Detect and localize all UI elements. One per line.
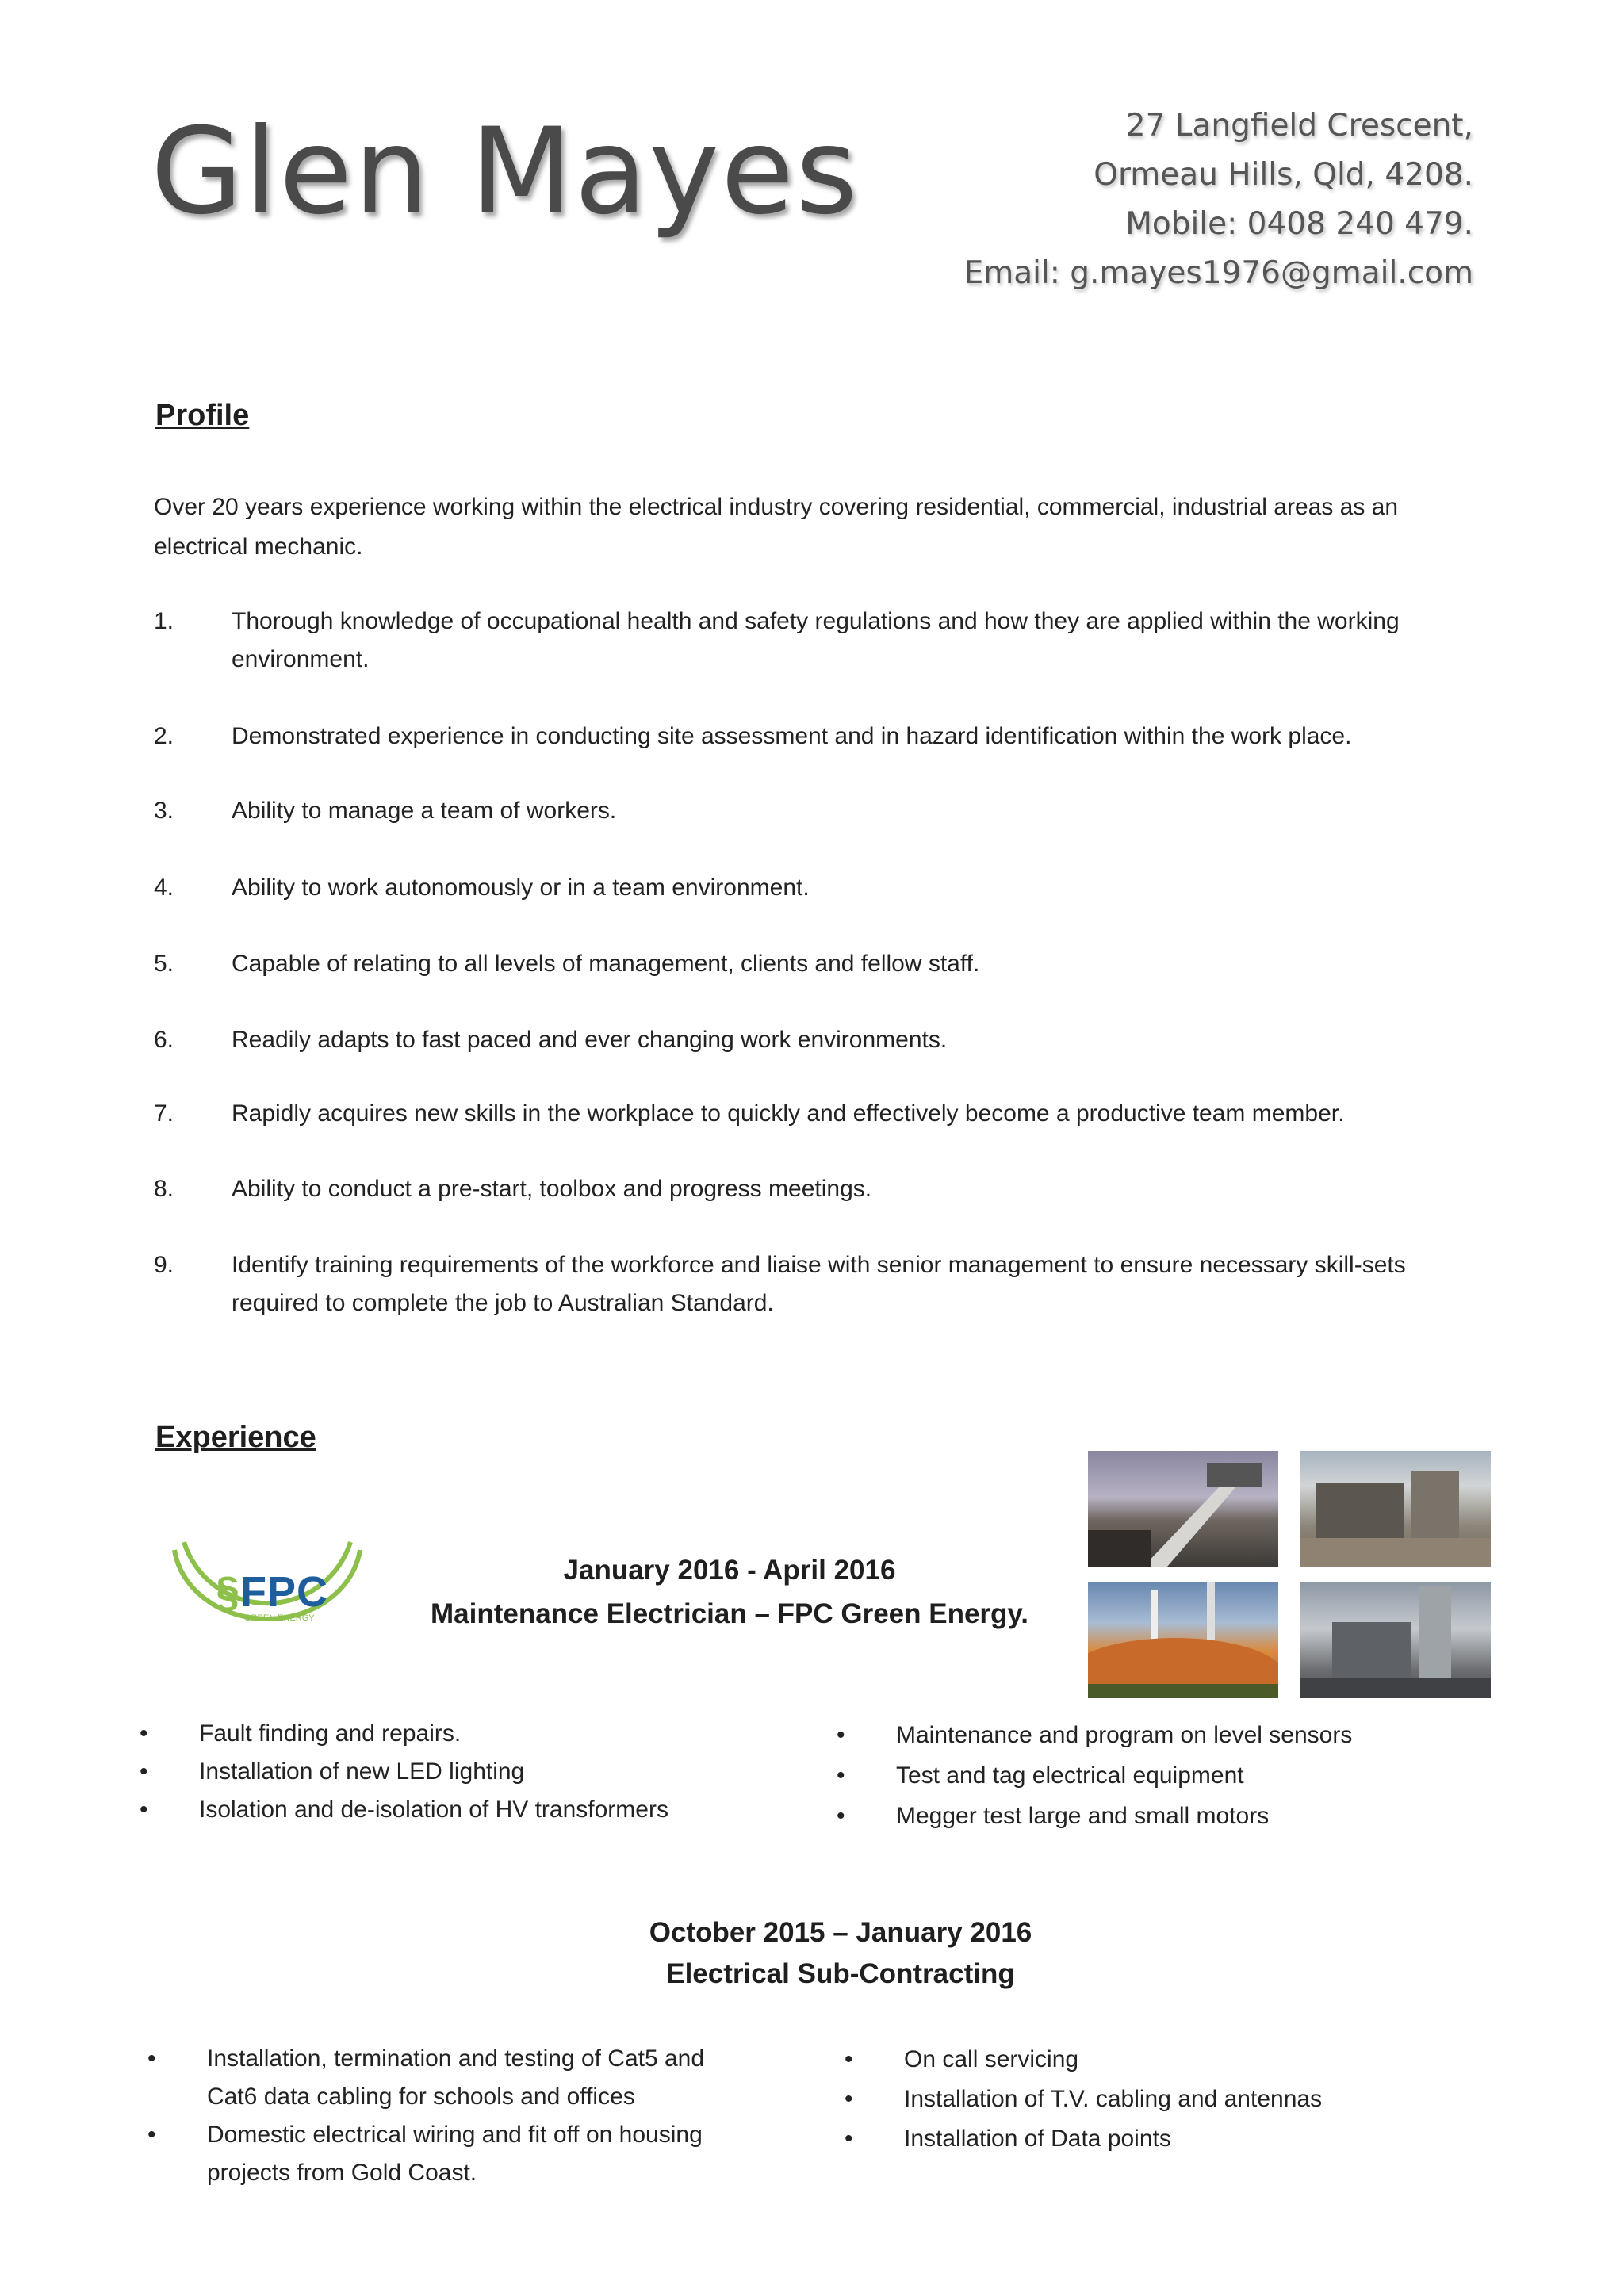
- list-item: • Maintenance and program on level sensors: [837, 1715, 1487, 1755]
- job-1-header: [412, 1548, 1047, 1636]
- job-1-left-duties: [140, 1715, 790, 1829]
- list-item: • Installation, termination and testing of Cat5 and Cat6 data cabling for schools and offices: [147, 2040, 750, 2116]
- industrial-photo-conveyor: [1088, 1451, 1278, 1567]
- contact-block: [964, 101, 1473, 298]
- item-text: Capable of relating to all levels of management, clients and fellow staff.: [232, 951, 980, 977]
- job-2-title: Electrical Sub-Contracting: [666, 1958, 1015, 1989]
- profile-item: [154, 718, 1486, 756]
- industrial-photo-plant: [1300, 1451, 1491, 1567]
- list-item: • Megger test large and small motors: [837, 1796, 1487, 1836]
- item-text: Identify training requirements of the workforce and liaise with senior management to ensure necessary skill-sets required to complete the job to Australian Standard.: [232, 1252, 1406, 1316]
- item-text: Demonstrated experience in conducting site assessment and in hazard identification within the work place.: [232, 723, 1352, 749]
- item-text: Thorough knowledge of occupational health and safety regulations and how they are applied within the working environment.: [232, 608, 1400, 672]
- item-text: Ability to manage a team of workers.: [232, 798, 617, 824]
- address-line-2: Ormeau Hills, Qld, 4208.: [1094, 157, 1473, 193]
- fpc-logo: [168, 1534, 366, 1674]
- profile-summary-line-2: electrical mechanic.: [154, 534, 363, 560]
- profile-heading: Profile: [155, 399, 250, 432]
- profile-item: [154, 1170, 1486, 1208]
- list-item: • Installation of new LED lighting: [140, 1753, 790, 1791]
- job-2-right-duties: [845, 2040, 1495, 2159]
- list-item: • Domestic electrical wiring and fit off on housing projects from Gold Coast.: [147, 2116, 750, 2192]
- item-text: Readily adapts to fast paced and ever changing work environments.: [232, 1027, 948, 1053]
- profile-item: [154, 603, 1486, 679]
- job-1-dates: January 2016 - April 2016: [563, 1555, 896, 1586]
- plant-image: [1300, 1451, 1491, 1567]
- list-item: • Installation of T.V. cabling and antennas: [845, 2080, 1495, 2119]
- list-item: • Test and tag electrical equipment: [837, 1755, 1487, 1796]
- item-number: 1.: [154, 608, 174, 634]
- conveyor-image: [1088, 1451, 1278, 1567]
- item-number: 4.: [154, 874, 174, 901]
- candidate-name: Glen Mayes: [151, 103, 860, 241]
- experience-heading: Experience: [155, 1421, 316, 1454]
- profile-summary-line-1: Over 20 years experience working within the electrical industry covering residential, commercial, industrial areas as an: [154, 494, 1399, 520]
- item-number: 5.: [154, 951, 174, 977]
- address-line-1: 27 Langfield Crescent,: [1125, 108, 1473, 144]
- industrial-photo-bagasse: [1088, 1582, 1278, 1698]
- item-number: 3.: [154, 798, 174, 824]
- boiler-image: [1300, 1582, 1491, 1698]
- email-address[interactable]: Email: g.mayes1976@gmail.com: [963, 255, 1473, 291]
- profile-item: [154, 1095, 1486, 1133]
- list-item: • Isolation and de-isolation of HV transformers: [140, 1791, 790, 1829]
- item-number: 7.: [154, 1100, 174, 1127]
- list-item: • On call servicing: [845, 2040, 1495, 2080]
- profile-item: [154, 869, 1486, 907]
- profile-item: [154, 792, 1486, 830]
- item-number: 6.: [154, 1027, 174, 1053]
- job-1-right-duties: [837, 1715, 1487, 1836]
- item-text: Ability to conduct a pre-start, toolbox and progress meetings.: [232, 1176, 872, 1202]
- profile-item: [154, 1021, 1486, 1059]
- item-text: Ability to work autonomously or in a team environment.: [232, 874, 810, 901]
- job-2-header: [523, 1912, 1158, 1995]
- list-item: • Fault finding and repairs.: [140, 1715, 790, 1753]
- item-number: 9.: [154, 1252, 174, 1278]
- job-2-dates: October 2015 – January 2016: [649, 1917, 1032, 1948]
- item-number: 8.: [154, 1176, 174, 1202]
- job-2-left-duties: [147, 2040, 750, 2192]
- item-number: 2.: [154, 723, 174, 749]
- profile-summary: [154, 488, 1502, 567]
- bagasse-image: [1088, 1582, 1278, 1698]
- seahorse-icon: §: [216, 1568, 241, 1616]
- industrial-photo-boiler: [1300, 1582, 1491, 1698]
- item-text: Rapidly acquires new skills in the workplace to quickly and effectively become a productive team member.: [232, 1100, 1345, 1127]
- fpc-logo-text: §FPC: [216, 1568, 329, 1616]
- list-item: • Installation of Data points: [845, 2119, 1495, 2159]
- mobile-number: Mobile: 0408 240 479.: [1125, 206, 1473, 242]
- profile-item: [154, 1246, 1486, 1322]
- profile-item: [154, 945, 1486, 983]
- fpc-logo-subtext: GREEN ENERGY: [244, 1613, 315, 1623]
- job-1-title: Maintenance Electrician – FPC Green Energy.: [430, 1598, 1029, 1629]
